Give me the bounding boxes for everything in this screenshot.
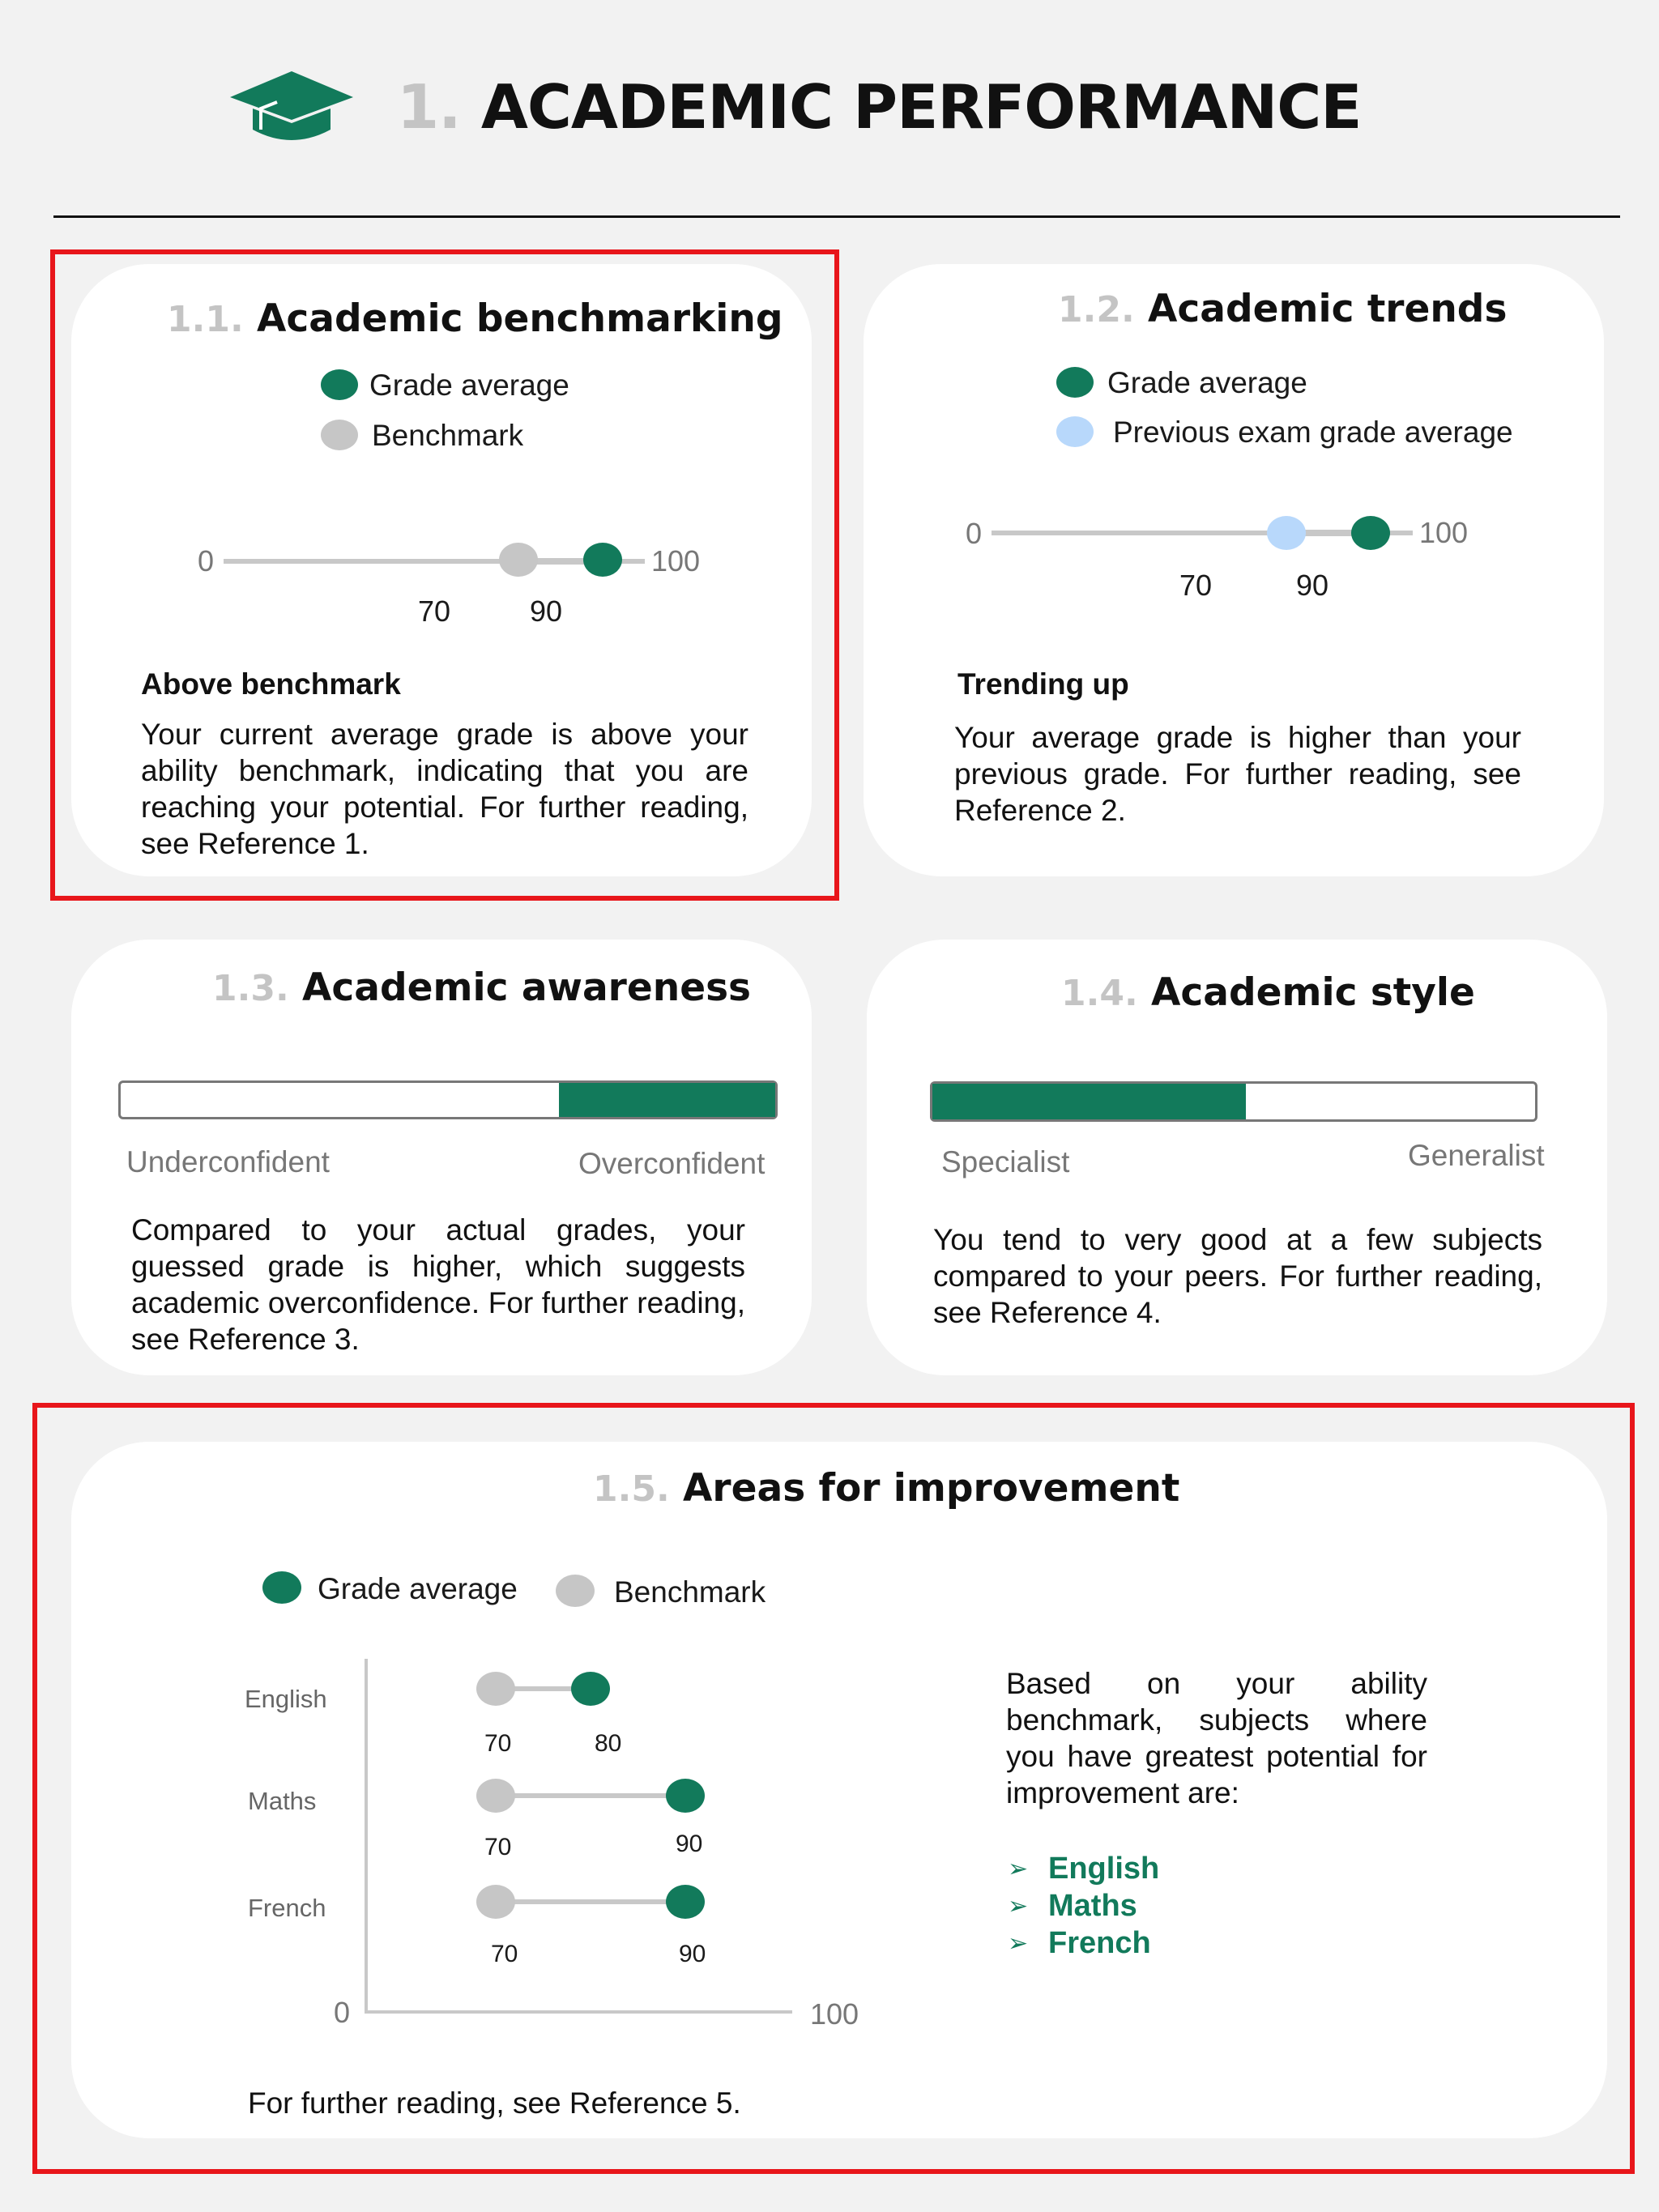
legend-benchmark-dot [556, 1575, 595, 1607]
style-number: 1.4. [1061, 973, 1138, 1014]
legend-grade-label: Grade average [318, 1572, 518, 1605]
improvement-axis-max: 100 [810, 1997, 859, 2031]
benchmarking-benchmark-dot [499, 543, 538, 577]
english-benchmark-value: 70 [484, 1730, 512, 1757]
french-benchmark-value: 70 [491, 1941, 518, 1967]
chevron-right-icon: ➢ [1008, 1930, 1029, 1957]
page-title-number: 1. [397, 71, 461, 143]
trends-scale-min: 0 [966, 517, 983, 550]
french-grade-value: 90 [679, 1941, 706, 1967]
trends-grade-value: 90 [1296, 569, 1329, 602]
benchmarking-text: Your current average grade is above your ability benchmark, indicating that you are reaching your potential. For further reading, see Reference 1. [141, 718, 748, 860]
legend-grade-label: Grade average [1107, 366, 1307, 399]
legend-grade-dot [262, 1571, 301, 1604]
improvement-area-english: English [1048, 1852, 1160, 1886]
english-benchmark-dot [476, 1672, 515, 1706]
french-range [496, 1899, 685, 1904]
style-text: You tend to very good at a few subjects compared to your peers. For further reading, see Reference 4. [933, 1223, 1542, 1329]
style-title [1061, 970, 1475, 1015]
trends-number: 1.2. [1058, 289, 1135, 330]
legend-grade-label: Grade average [369, 369, 569, 402]
maths-range [496, 1793, 685, 1798]
trends-previous-dot [1267, 516, 1306, 550]
benchmarking-number: 1.1. [167, 299, 244, 340]
subject-label-maths: Maths [248, 1787, 317, 1815]
french-grade-dot [666, 1885, 705, 1919]
trends-grade-dot [1351, 516, 1390, 550]
awareness-title-text: Academic awareness [302, 965, 752, 1010]
benchmarking-title [167, 296, 783, 341]
improvement-title-text: Areas for improvement [683, 1466, 1180, 1511]
style-title-text: Academic style [1151, 970, 1475, 1015]
awareness-title [212, 965, 751, 1010]
benchmarking-grade-dot [583, 543, 622, 577]
english-grade-dot [571, 1672, 610, 1706]
subject-label-english: English [245, 1685, 327, 1713]
chevron-right-icon: ➢ [1008, 1893, 1029, 1920]
benchmarking-title-text: Academic benchmarking [257, 296, 783, 341]
trends-subtitle: Trending up [957, 667, 1129, 701]
style-bar-fill [932, 1084, 1246, 1119]
legend-grade-dot [1056, 367, 1094, 398]
subject-label-french: French [248, 1894, 326, 1922]
trends-scale-max: 100 [1419, 516, 1469, 549]
chevron-right-icon: ➢ [1008, 1856, 1029, 1882]
maths-grade-dot [666, 1779, 705, 1813]
awareness-right-label: Overconfident [578, 1147, 766, 1180]
improvement-area-maths: Maths [1048, 1889, 1137, 1923]
legend-benchmark-label: Benchmark [372, 419, 524, 452]
improvement-footer: For further reading, see Reference 5. [248, 2086, 741, 2120]
benchmarking-grade-value: 90 [530, 595, 563, 628]
header-divider [53, 215, 1620, 218]
trends-title [1058, 287, 1507, 331]
awareness-text: Compared to your actual grades, your guessed grade is higher, which suggests academic overconfidence. For further reading, see Reference 3. [131, 1213, 745, 1356]
trends-text: Your average grade is higher than your previous grade. For further reading, see Reference 2. [954, 721, 1521, 827]
improvement-text: Based on your ability benchmark, subjects where you have greatest potential for improvement are: [1006, 1667, 1427, 1809]
legend-benchmark-dot [321, 420, 358, 450]
trends-previous-value: 70 [1179, 569, 1213, 602]
legend-benchmark-label: Benchmark [614, 1575, 766, 1609]
benchmarking-scale-min: 0 [198, 544, 215, 578]
benchmarking-scale-max: 100 [651, 544, 701, 578]
graduation-cap-icon [228, 70, 355, 144]
english-grade-value: 80 [595, 1730, 622, 1757]
awareness-bar-fill [559, 1083, 775, 1117]
benchmarking-subtitle: Above benchmark [141, 667, 401, 701]
awareness-number: 1.3. [212, 968, 289, 1009]
maths-grade-value: 90 [676, 1831, 703, 1857]
awareness-left-label: Underconfident [126, 1145, 330, 1178]
improvement-title [593, 1466, 1179, 1511]
maths-benchmark-dot [476, 1779, 515, 1813]
legend-previous-label: Previous exam grade average [1113, 416, 1513, 449]
maths-benchmark-value: 70 [484, 1834, 512, 1860]
page-title-text: ACADEMIC PERFORMANCE [480, 71, 1362, 143]
page-title [397, 71, 1362, 143]
improvement-area-french: French [1048, 1926, 1151, 1960]
improvement-axis-min: 0 [334, 1996, 351, 2029]
improvement-y-axis [365, 1659, 368, 2014]
improvement-x-axis [365, 2010, 792, 2014]
french-benchmark-dot [476, 1885, 515, 1919]
benchmarking-benchmark-value: 70 [418, 595, 451, 628]
trends-title-text: Academic trends [1148, 287, 1508, 331]
style-right-label: Generalist [1408, 1139, 1545, 1172]
legend-grade-dot [321, 369, 358, 400]
improvement-number: 1.5. [593, 1468, 670, 1510]
legend-previous-dot [1056, 416, 1094, 447]
style-left-label: Specialist [941, 1145, 1070, 1178]
